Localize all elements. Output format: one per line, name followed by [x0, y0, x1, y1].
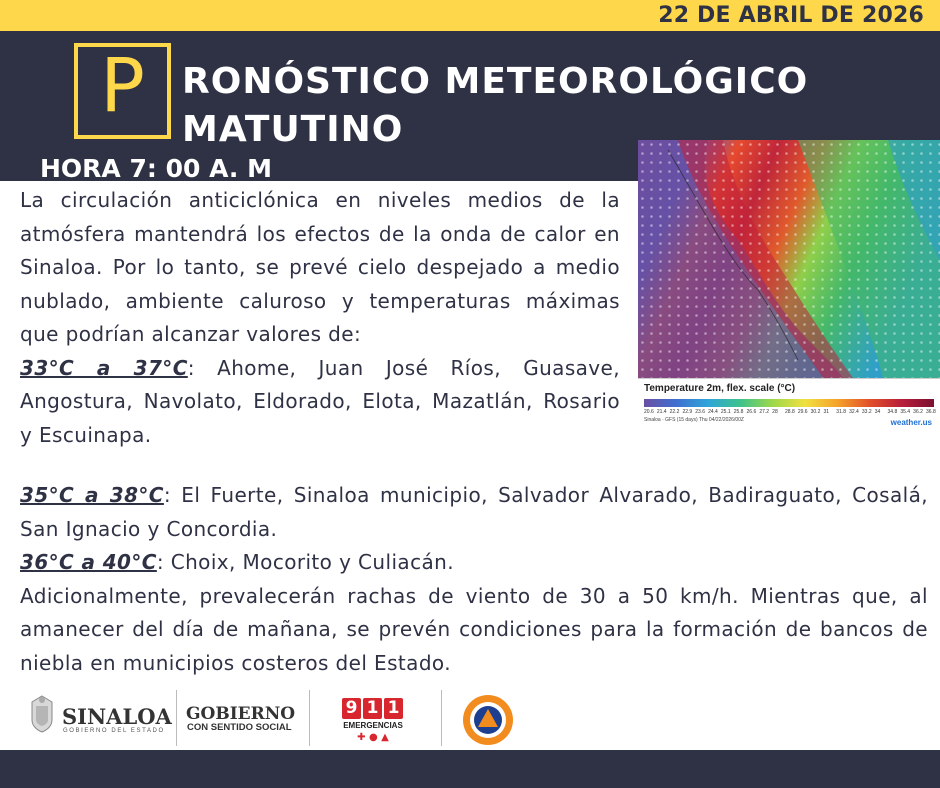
legend-tick-label: 28	[772, 409, 778, 415]
legend-tick-label: 27.2	[759, 409, 770, 415]
title-initial-box	[74, 43, 171, 139]
temperature-range: 36°C a 40°C	[20, 550, 157, 574]
gobierno-wordmark: GOBIERNO	[186, 704, 296, 724]
legend-tick-label: 23.6	[695, 409, 705, 415]
temperature-map-field	[638, 140, 940, 378]
legend-tick-label: 34.8	[887, 409, 898, 415]
legend-tick-label: 21.4	[656, 409, 667, 415]
municipality-list: : Choix, Mocorito y Culiacán.	[156, 550, 454, 574]
emergency-icons: ✚ ● ▲	[357, 732, 389, 743]
forecast-range-2	[20, 479, 928, 546]
legend-title: Temperature 2m, flex. scale (°C)	[644, 383, 796, 394]
map-brand: weather.us	[890, 418, 932, 427]
temperature-range: 33°C a 37°C	[20, 355, 188, 380]
legend-tick-label: 36.2	[913, 409, 923, 415]
gobierno-subtitle: CON SENTIDO SOCIAL	[187, 722, 292, 733]
logo-divider	[309, 690, 310, 746]
temperature-map	[638, 140, 940, 430]
bottom-bar	[0, 750, 940, 788]
legend-tick-label: 32.4	[849, 409, 859, 415]
emergency-911-logo	[342, 698, 404, 746]
municipality-list: : Ahome, Juan José Ríos, Guasave, Angostura, Navolato, Eldorado, Elota, Mazatlán, Rosario y Escuinapa.	[20, 355, 621, 447]
legend-tick-label: 33.2	[861, 409, 872, 415]
report-date: 22 DE ABRIL DE 2026	[658, 3, 924, 28]
legend-tick-label: 34	[874, 409, 881, 415]
forecast-intro-text: La circulación anticiclónica en niveles medios de la atmósfera mantendrá los efectos de la onda de calor en Sinaloa. Por lo tanto, se prevé cielo despejado a medio nublado, ambiente caluroso y temperaturas máximas que podrían alcanzar valores de:	[20, 188, 620, 346]
legend-tick-label: 30.2	[810, 409, 821, 415]
legend-tick-label: 28.8	[785, 409, 795, 415]
legend-tick-label: 31.8	[836, 409, 846, 415]
forecast-range-3	[20, 546, 928, 580]
legend-tick-label: 25.8	[733, 409, 744, 415]
civil-protection-seal-icon	[462, 694, 514, 746]
sinaloa-wordmark: SINALOA	[62, 704, 172, 729]
report-hour: HORA 7: 00 A. M	[40, 154, 272, 183]
forecast-text-bottom	[20, 479, 928, 680]
legend-tick-label: 29.6	[797, 409, 808, 415]
footer-logos	[0, 686, 940, 750]
municipality-list: : El Fuerte, Sinaloa municipio, Salvador Alvarado, Badiraguato, Cosalá, San Ignacio y Concordia.	[20, 483, 928, 541]
logo-divider	[441, 690, 442, 746]
page-title-line-1: RONÓSTICO METEOROLÓGICO	[182, 61, 809, 102]
forecast-text-top	[20, 184, 620, 452]
title-initial: P	[100, 43, 145, 129]
digit-1: 1	[363, 698, 382, 719]
map-legend	[638, 378, 940, 430]
sinaloa-subtitle: GOBIERNO DEL ESTADO	[63, 728, 165, 734]
legend-tick-label: 36.8	[926, 409, 936, 415]
legend-tick-label: 26.6	[746, 409, 757, 415]
emergencias-label: EMERGENCIAS	[343, 721, 403, 730]
legend-tick-label: 31	[823, 409, 830, 415]
legend-tick-label: 25.1	[720, 409, 731, 415]
legend-tick-label: 35.4	[900, 409, 911, 415]
sinaloa-shield-icon	[28, 694, 56, 734]
temperature-range: 35°C a 38°C	[20, 483, 164, 507]
forecast-closing: Adicionalmente, prevalecerán rachas de viento de 30 a 50 km/h. Mientras que, al amanecer del día de mañana, se prevén condiciones para la formación de bancos de niebla en municipios costeros del Estado.	[20, 583, 928, 675]
map-source: Sinaloa · GFS (15 days) Thu 04/22/2026/00Z	[644, 417, 744, 423]
digit-9: 9	[342, 698, 361, 719]
legend-color-scale	[644, 399, 934, 407]
legend-tick-label: 20.6	[644, 409, 654, 415]
legend-tick-label: 22.2	[669, 409, 680, 415]
page-title-line-2: MATUTINO	[182, 109, 404, 150]
legend-tick-label: 22.9	[682, 409, 693, 415]
legend-tick-label: 24.4	[708, 409, 718, 415]
digit-1b: 1	[384, 698, 403, 719]
legend-ticks	[644, 409, 934, 417]
top-date-bar	[0, 0, 940, 31]
forecast-intro	[20, 184, 620, 452]
logo-divider	[176, 690, 177, 746]
